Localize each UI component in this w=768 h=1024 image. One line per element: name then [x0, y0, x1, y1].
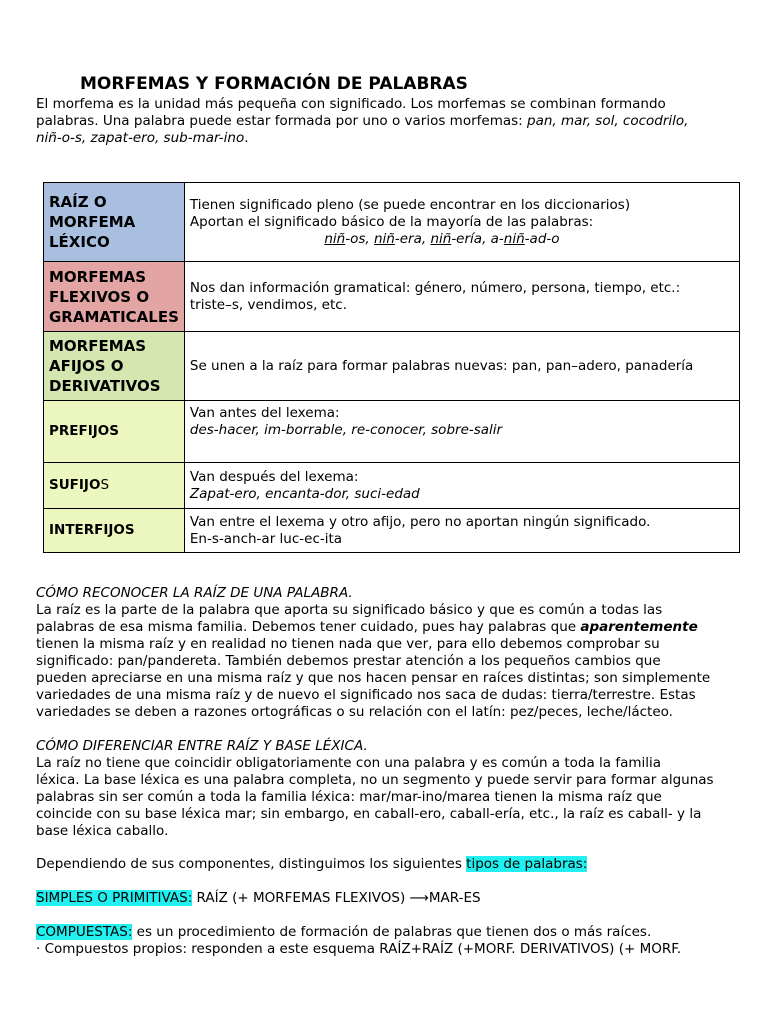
sufijos-examples: Zapat-ero, encanta-dor, suci-edad: [189, 485, 420, 502]
label-line: MORFEMAS: [49, 267, 147, 286]
highlight-text: SIMPLES O PRIMITIVAS:: [36, 890, 193, 906]
section-base-lexica: [36, 738, 736, 840]
example-rest: -era,: [394, 230, 431, 247]
page-title: MORFEMAS Y FORMACIÓN DE PALABRAS: [80, 74, 468, 94]
highlight-text: tipos de palabras:: [466, 856, 588, 872]
label-line: AFIJOS O: [49, 357, 124, 375]
label-line: RAÍZ O: [49, 193, 107, 211]
section-heading: CÓMO DIFERENCIAR ENTRE RAÍZ Y BASE LÉXICA.: [36, 738, 368, 754]
label-line: DERIVATIVOS: [49, 377, 161, 395]
label-line: FLEXIVOS O: [49, 287, 150, 306]
prefijos-description: [184, 401, 739, 463]
label-line: MORFEMA: [49, 213, 136, 231]
interfijos-description: [184, 509, 739, 553]
section-raiz: [36, 585, 736, 721]
types-compuestas: [36, 924, 736, 958]
table-row-afijos: [44, 332, 740, 401]
label-line: GRAMATICALES: [49, 307, 179, 326]
label-bold: SUFIJO: [49, 477, 101, 493]
desc-line: Nos dan información gramatical: género, número, persona, tiempo, etc.:: [189, 279, 681, 296]
body-line: pueden apreciarse en una misma raíz y que nos hacen pensar en raíces distintas; son simplemente: [36, 670, 711, 686]
desc-line: Van después del lexema:: [189, 468, 359, 485]
emphasis: aparentemente: [580, 619, 698, 635]
body-line: La raíz no tiene que coincidir obligatoriamente con una palabra y es común a toda la familia: [36, 755, 662, 771]
body-line: palabras sin ser común a toda la familia léxica: mar/mar-ino/marea tienen la misma raíz que: [36, 789, 662, 805]
example-rest: -ería, a-: [451, 230, 504, 247]
body-line: léxica. La base léxica es una palabra completa, no un segmento y puede servir para formar algunas: [36, 772, 714, 788]
table-row-prefijos: [44, 401, 740, 463]
flexivos-description: [184, 262, 739, 332]
root-morpheme: niñ: [430, 230, 452, 247]
body-line: tienen la misma raíz y en realidad no tienen nada que ver, para ello debemos comprobar su: [36, 636, 660, 652]
prefijos-label: PREFIJOS: [44, 401, 185, 463]
raiz-label: [44, 183, 185, 262]
root-morpheme: niñ: [324, 230, 346, 247]
sufijos-label: [44, 463, 185, 509]
body-line: significado: pan/pandereta. También debemos prestar atención a los pequeños cambios que: [36, 653, 661, 669]
section-heading: CÓMO RECONOCER LA RAÍZ DE UNA PALABRA.: [36, 585, 353, 601]
label-rest: S: [100, 477, 110, 493]
raiz-examples: [190, 231, 734, 248]
body-line: coincide con su base léxica mar; sin embargo, en caball-ero, caball-ería, etc., la raíz es caball- y la: [36, 806, 702, 822]
prefijos-examples: des-hacer, im-borrable, re-conocer, sobre-salir: [189, 422, 503, 438]
types-simples: [36, 890, 736, 907]
table-row-flexivos: [44, 262, 740, 332]
table-row-sufijos: [44, 463, 740, 509]
afijos-label: [44, 332, 185, 401]
interfijos-label: INTERFIJOS: [44, 509, 185, 553]
intro-paragraph: [36, 96, 736, 147]
desc-line: Tienen significado pleno (se puede encontrar en los diccionarios): [189, 196, 631, 213]
body-line: RAÍZ (+ MORFEMAS FLEXIVOS) ⟶MAR-ES: [192, 890, 481, 906]
intro-period: .: [244, 130, 249, 146]
body-line: variedades de una misma raíz y de nuevo el significado nos saca de dudas: tierra/terrestre. Estas: [36, 687, 696, 703]
example-rest: -os,: [345, 230, 374, 247]
types-intro: [36, 856, 736, 873]
body-line: base léxica caballo.: [36, 823, 169, 839]
example-rest: -ad-o: [524, 230, 560, 247]
flexivos-label: [44, 262, 185, 332]
body-line: · Compuestos propios: responden a este esquema RAÍZ+RAÍZ (+MORF. DERIVATIVOS) (+ MORF.: [36, 941, 682, 957]
table-row-interfijos: [44, 509, 740, 553]
root-morpheme: niñ: [373, 230, 395, 247]
desc-line: Van antes del lexema:: [189, 405, 340, 421]
body-line: Dependiendo de sus componentes, distinguimos los siguientes: [36, 856, 467, 872]
interfijos-examples: En-s-anch-ar luc-ec-ita: [189, 530, 343, 547]
raiz-description: [184, 183, 739, 262]
body-line: variedades se deben a razones ortográficas o su relación con el latín: pez/peces, leche/lácteo.: [36, 704, 673, 720]
intro-line: palabras. Una palabra puede estar formada por uno o varios morfemas:: [36, 113, 527, 129]
root-morpheme: niñ: [503, 230, 525, 247]
desc-line: triste–s, vendimos, etc.: [189, 296, 347, 313]
body-line: La raíz es la parte de la palabra que aporta su significado básico y que es común a todas las: [36, 602, 663, 618]
intro-examples: pan, mar, sol, cocodrilo,: [527, 113, 689, 129]
desc-line: Se unen a la raíz para formar palabras nuevas: pan, pan–adero, panadería: [189, 357, 694, 374]
morphemes-table: [43, 182, 740, 553]
desc-line: Van entre el lexema y otro afijo, pero no aportan ningún significado.: [189, 513, 651, 530]
afijos-description: [184, 332, 739, 401]
table-row-raiz: [44, 183, 740, 262]
label-line: MORFEMAS: [49, 337, 147, 355]
intro-line: El morfema es la unidad más pequeña con significado. Los morfemas se combinan formando: [36, 96, 666, 112]
intro-examples: niñ-o-s, zapat-ero, sub-mar-ino: [36, 130, 245, 146]
body-line: palabras de esa misma familia. Debemos tener cuidado, pues hay palabras que: [36, 619, 581, 635]
desc-line: Aportan el significado básico de la mayoría de las palabras:: [189, 213, 594, 230]
sufijos-description: [184, 463, 739, 509]
highlight-text: COMPUESTAS:: [36, 924, 133, 940]
label-line: LÉXICO: [49, 233, 110, 251]
body-line: es un procedimiento de formación de palabras que tienen dos o más raíces.: [132, 924, 652, 940]
